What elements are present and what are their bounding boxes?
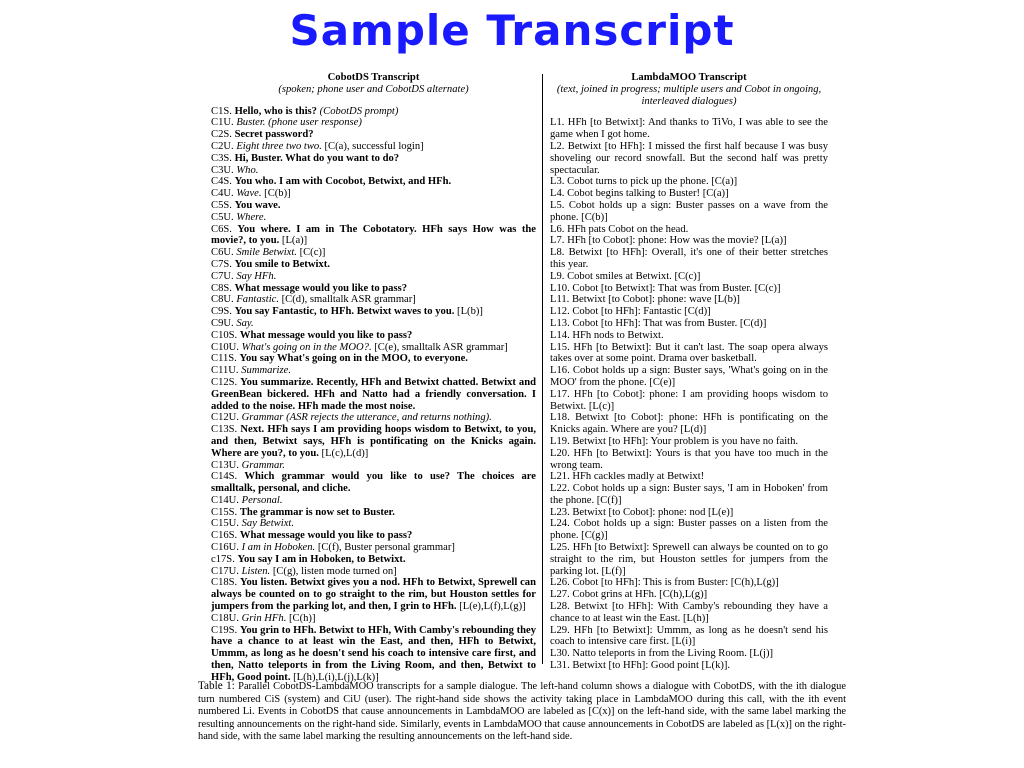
event-label: [C(b)] [261,188,291,200]
turn-id: C1S. [211,105,232,117]
user-utterance: Fantastic. [236,294,279,306]
turn-id: C8S. [211,282,232,294]
cobotds-turn [211,306,536,318]
user-utterance: Say HFh. [236,270,277,282]
system-utterance: What message would you like to pass? [234,282,408,294]
cobotds-turn [211,212,536,224]
turn-id: C13U. [211,459,239,471]
turn-id: C3U. [211,164,234,176]
user-utterance: (CobotDS prompt) [316,105,399,117]
lambdamoo-event: L12. Cobot [to HFh]: Fantastic [C(d)] [550,306,711,318]
turn-id: C2U. [211,140,234,152]
cobotds-turn [211,117,536,129]
user-utterance: What's going on in the MOO?. [241,341,372,353]
user-utterance: Say Betwixt. [241,518,294,530]
event-label: [C(g), listen mode turned on] [270,565,397,577]
lambdamoo-event: L7. HFh [to Cobot]: phone: How was the movie? [L(a)] [550,235,787,247]
cobotds-turn [211,318,536,330]
lambdamoo-column-subtitle: (text, joined in progress; multiple users and Cobot in ongoing, interleaved dialogues) [556,83,822,107]
lambdamoo-event: L9. Cobot smiles at Betwixt. [C(c)] [550,270,701,282]
lambdamoo-event: L25. HFh [to Betwixt]: Sprewell can always be counted on to go straight to the rim, but Houston settles for jumpers from the parking lot. [L(f)] [550,542,828,577]
user-utterance: Who. [236,164,259,176]
cobotds-turn [211,518,536,530]
system-utterance: What message would you like to pass? [239,530,413,542]
cobotds-turn [211,283,536,295]
lambdamoo-event: L24. Cobot holds up a sign: Buster passes on a listen from the phone. [C(g)] [550,518,828,542]
cobotds-turn [211,353,536,365]
event-label: [C(e), smalltalk ASR grammar] [371,341,508,353]
user-utterance: I am in Hoboken. [241,542,316,554]
cobotds-turn [211,259,536,271]
cobotds-turn [211,106,536,118]
turn-id: C14U. [211,494,239,506]
event-label: [C(a), successful login] [321,140,424,152]
user-utterance: Grin HFh. [241,612,287,624]
turn-id: C8U. [211,294,234,306]
lambdamoo-column-title: LambdaMOO Transcript [631,72,747,83]
turn-id: C17U. [211,565,239,577]
cobotds-turn [211,566,536,578]
system-utterance: Hi, Buster. What do you want to do? [234,152,400,164]
system-utterance: You say What's going on in the MOO, to everyone. [239,353,468,365]
user-utterance: Eight three two two. [236,140,322,152]
event-label: [L(h),L(i),L(j),L(k)] [290,671,379,683]
turn-id: C9S. [211,306,232,318]
lambdamoo-event: L23. Betwixt [to Cobot]: phone: nod [L(e)] [550,506,734,518]
turn-id: C7U. [211,270,234,282]
event-label: [L(c),L(d)] [318,447,369,459]
system-utterance: You grin to HFh. Betwixt to HFh, With Camby's rebounding they have a chance to at least win the East, and then, HFh to Betwixt, Ummm, as long as he doesn't send his coach to intensive care first, and then, Natto teleports in from the Living Room, and then, Betwixt to HFh, Good point. [211,624,536,683]
user-utterance: Where. [236,211,267,223]
lambdamoo-event: L16. Cobot holds up a sign: Buster says, 'What's going on in the MOO' from the phone. [C(e)] [550,365,828,388]
caption-label: Table 1: [198,680,235,692]
user-utterance: Smile Betwixt. [236,247,297,259]
slide-title: Sample Transcript [289,6,735,55]
lambdamoo-event: L14. HFh nods to Betwixt. [550,329,664,341]
system-utterance: You smile to Betwixt. [234,258,330,270]
lambdamoo-event: L19. Betwixt [to HFh]: Your problem is you have no faith. [550,435,799,447]
lambdamoo-event: L2. Betwixt [to HFh]: I missed the first half because I was busy shoveling our record snowfall. But the second half was pretty spectacular. [550,140,828,176]
lambdamoo-event: L8. Betwixt [to HFh]: Overall, it's one of their better stretches this year. [550,247,828,270]
lambdamoo-event: L20. HFh [to Betwixt]: Yours is that you have too much in the wrong team. [550,447,828,471]
cobotds-turn [211,200,536,212]
system-utterance: What message would you like to pass? [239,329,413,341]
turn-id: C19S. [211,624,238,636]
turn-id: C15S. [211,506,238,518]
lambdamoo-event: L28. Betwixt [to HFh]: With Camby's rebounding they have a chance to at least win the East. [L(h)] [550,601,828,624]
turn-id: C7S. [211,258,232,270]
cobotds-turn [211,412,536,424]
turn-id: C5U. [211,211,234,223]
lambdamoo-event: L10. Cobot [to Betwixt]: That was from Buster. [C(c)] [550,282,781,294]
turn-id: c17S. [211,553,235,565]
turn-id: C2S. [211,129,232,141]
system-utterance: You summarize. Recently, HFh and Betwixt chatted. Betwixt and GreenBean bickered. HFh and Natto had a friendly conversation. I added to the noise. HFh made the most noise. [211,376,537,412]
cobotds-turn [211,365,536,377]
cobotds-turn [211,577,536,612]
cobotds-turn [211,165,536,177]
lambdamoo-event: L11. Betwixt [to Cobot]: phone: wave [L(b)] [550,294,740,306]
event-label: [C(c)] [296,247,326,259]
turn-id: C5S. [211,199,232,211]
turn-id: C11S. [211,353,237,365]
lambdamoo-event: L27. Cobot grins at HFh. [C(h),L(g)] [550,589,708,601]
cobotds-turn [211,224,536,248]
user-utterance: Personal. [241,494,283,506]
cobotds-turn [211,294,536,306]
cobotds-column-header [211,72,536,96]
turn-id: C18U. [211,612,239,624]
system-utterance: You say Fantastic, to HFh. Betwixt waves to you. [234,306,455,318]
lambdamoo-event: L17. HFh [to Cobot]: phone: I am providing hoops wisdom to Betwixt. [L(c)] [550,388,828,412]
turn-id: C4S. [211,176,232,188]
cobotds-turn [211,247,536,259]
cobotds-turn [211,530,536,542]
cobotds-column-title: CobotDS Transcript [327,72,420,83]
user-utterance: Buster. (phone user response) [236,117,362,129]
cobotds-turn-list [211,106,536,684]
turn-id: C4U. [211,188,234,200]
lambdamoo-event: L15. HFh [to Betwixt]: But it can't last. The soap opera always takes over at some point. Drama over basketball. [550,341,828,365]
cobotds-turn [211,542,536,554]
lambdamoo-column-header [550,72,828,107]
turn-id: C10S. [211,329,238,341]
cobotds-turn [211,460,536,472]
user-utterance: Grammar. [241,459,285,471]
cobotds-turn [211,141,536,153]
cobotds-transcript-column [211,72,536,684]
lambdamoo-event: L26. Cobot [to HFh]: This is from Buster: [C(h),L(g)] [550,577,779,589]
turn-id: C1U. [211,117,234,129]
lambdamoo-event: L4. Cobot begins talking to Buster! [C(a)] [550,188,729,200]
lambdamoo-transcript-column [550,72,828,672]
cobotds-turn [211,613,536,625]
lambdamoo-event: L3. Cobot turns to pick up the phone. [C(a)] [550,176,738,188]
lambdamoo-event: L22. Cobot holds up a sign: Buster says, 'I am in Hoboken' from the phone. [C(f)] [550,483,828,506]
lambdamoo-event: L18. Betwixt [to Cobot]: phone: HFh is pontificating on the Knicks again. Where are you? [L(d)] [550,412,828,436]
lambdamoo-event: L31. Betwixt [to HFh]: Good point [L(k)]. [550,660,731,672]
event-label: [L(b)] [454,306,483,318]
turn-id: C15U. [211,518,239,530]
turn-id: C11U. [211,365,239,377]
lambdamoo-event: L29. HFh [to Betwixt]: Ummm, as long as he doesn't send his coach to intensive care first. [L(i)] [550,624,828,648]
user-utterance: Grammar (ASR rejects the utterance, and returns nothing). [241,412,492,424]
cobotds-turn [211,188,536,200]
cobotds-turn [211,129,536,141]
turn-id: C13S. [211,424,238,436]
column-divider [542,74,543,664]
cobotds-turn [211,471,536,495]
cobotds-column-subtitle: (spoken; phone user and CobotDS alternate) [278,83,469,95]
system-utterance: You say I am in Hoboken, to Betwixt. [237,553,406,565]
cobotds-turn [211,495,536,507]
cobotds-turn [211,153,536,165]
system-utterance: You who. I am with Cocobot, Betwixt, and HFh. [234,176,452,188]
user-utterance: Say. [236,317,254,329]
system-utterance: Which grammar would you like to use? The choices are smalltalk, personal, and cliche. [211,471,536,495]
turn-id: C14S. [211,471,238,483]
user-utterance: Summarize. [241,365,291,377]
turn-id: C6U. [211,247,234,259]
lambdamoo-event: L6. HFh pats Cobot on the head. [550,223,689,235]
system-utterance: You listen. Betwixt gives you a nod. HFh to Betwixt, Sprewell can always be counted on to go straight to the rim, but Houston settles for jumpers from the parking lot, and then, I grin to HFh. [211,577,536,613]
event-label: [L(a)] [279,235,308,247]
system-utterance: You wave. [234,199,281,211]
user-utterance: Wave. [236,188,262,200]
turn-id: C16U. [211,542,239,554]
turn-id: C12S. [211,376,238,388]
lambdamoo-event: L21. HFh cackles madly at Betwixt! [550,471,705,483]
turn-id: C12U. [211,412,239,424]
event-label: [L(e),L(f),L(g)] [456,601,526,613]
turn-id: C18S. [211,577,238,589]
system-utterance: Hello, who is this? [234,105,317,117]
system-utterance: Next. HFh says I am providing hoops wisdom to Betwixt, to you, and then, Betwixt says, HFh is pontificating on the Knicks again. Where are you?, to you. [211,424,537,459]
system-utterance: Secret password? [234,129,314,141]
lambdamoo-event-list [550,117,828,671]
cobotds-turn [211,342,536,354]
system-utterance: The grammar is now set to Buster. [239,506,395,518]
event-label: [C(h)] [286,612,316,624]
user-utterance: Listen. [241,565,271,577]
cobotds-turn [211,554,536,566]
lambdamoo-event: L5. Cobot holds up a sign: Buster passes on a wave from the phone. [C(b)] [550,199,828,223]
lambdamoo-event: L30. Natto teleports in from the Living Room. [L(j)] [550,648,774,660]
cobotds-turn [211,507,536,519]
cobotds-turn [211,625,536,684]
lambdamoo-event: L1. HFh [to Betwixt]: And thanks to TiVo, I was able to see the game when I got home. [550,117,828,141]
turn-id: C9U. [211,317,234,329]
lambdamoo-event: L13. Cobot [to HFh]: That was from Buster. [C(d)] [550,317,767,329]
cobotds-turn [211,271,536,283]
turn-id: C10U. [211,341,239,353]
table-caption [198,680,846,744]
cobotds-turn [211,330,536,342]
cobotds-turn [211,176,536,188]
caption-text: Parallel CobotDS-LambdaMOO transcripts for a sample dialogue. The left-hand column shows a dialogue with CobotDS, with the ith dialogue turn numbered CiS (system) and CiU (user). The right-hand side shows the activity taking place in LambdaMOO during this call, with the ith event numbered Li. Events in CobotDS that cause announcements in LambdaMOO are labeled as [C(x)] on the left-hand side, with the same label marking the resulting announcements on the right-hand side. Similarly, events in LambdaMOO that cause announcements in CobotDS are labeled as [L(x)] on the right-hand side, with the same label marking the resulting announcements on the left-hand side. [198,681,846,743]
cobotds-turn [211,424,536,459]
turn-id: C16S. [211,530,238,542]
system-utterance: You where. I am in The Cobotatory. HFh says How was the movie?, to you. [211,223,536,247]
cobotds-turn [211,377,536,412]
event-label: [C(d), smalltalk ASR grammar] [279,294,416,306]
turn-id: C3S. [211,152,232,164]
turn-id: C6S. [211,223,232,235]
event-label: [C(f), Buster personal grammar] [315,542,455,554]
